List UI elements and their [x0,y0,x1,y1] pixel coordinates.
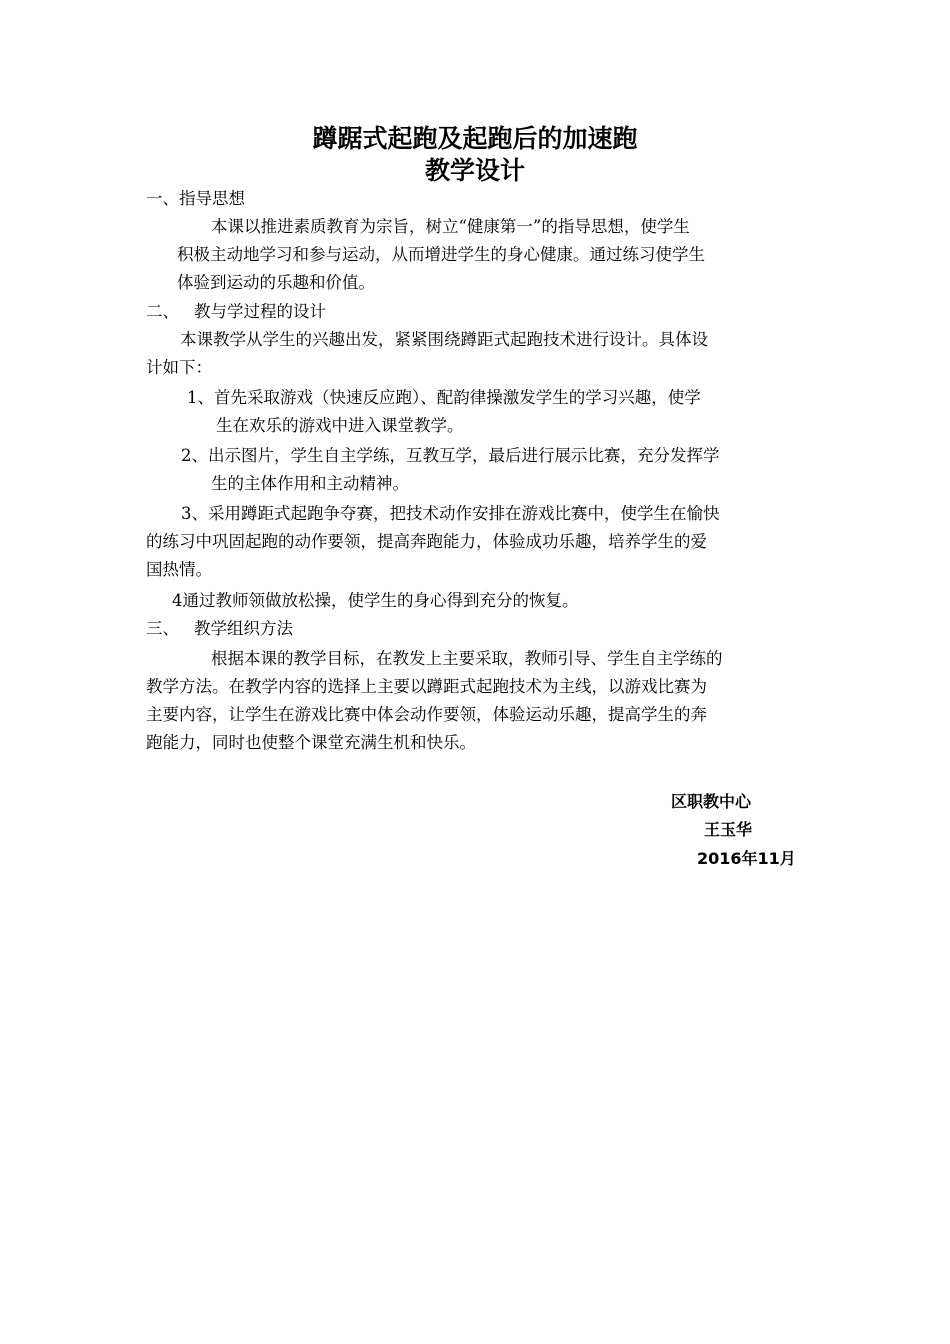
section-heading-process-design [146,298,326,326]
section-number: 三、 [146,619,179,638]
paragraph-line: 积极主动地学习和参与运动，从而增进学生的身心健康。通过练习使学生 [177,245,705,264]
section-heading-organization-method [146,615,293,643]
list-item-line: 4通过教师领做放松操，使学生的身心得到充分的恢复。 [172,591,579,610]
list-item-line: 1、首先采取游戏（快速反应跑）、配韵律操激发学生的学习兴趣，使学 [187,388,701,407]
list-item-line: 的练习中巩固起跑的动作要领，提高奔跑能力，体验成功乐趣，培养学生的爱 [146,532,707,551]
section-title: 教学组织方法 [194,619,293,638]
paragraph-line: 本课以推进素质教育为宗旨，树立“健康第一”的指导思想，使学生 [211,217,690,236]
section-title: 指导思想 [179,189,245,208]
paragraph-line: 本课教学从学生的兴趣出发，紧紧围绕蹲距式起跑技术进行设计。具体设 [180,330,708,349]
section-number: 二、 [146,302,179,321]
list-item-line: 生在欢乐的游戏中进入课堂教学。 [216,416,464,435]
paragraph-line: 跑能力，同时也使整个课堂充满生机和快乐。 [146,733,476,752]
section-title: 教与学过程的设计 [194,302,326,321]
paragraph-line: 计如下： [146,358,212,377]
section-number: 一、 [146,189,179,208]
document-subtitle: 教学设计 [424,156,525,185]
paragraph-line: 教学方法。在教学内容的选择上主要以蹲距式起跑技术为主线，以游戏比赛为 [146,677,707,696]
signature-name: 王玉华 [704,820,753,839]
paragraph-line: 根据本课的教学目标，在教发上主要采取，教师引导、学生自主学练的 [211,649,723,668]
list-item-line: 3、采用蹲距式起跑争夺赛，把技术动作安排在游戏比赛中，使学生在愉快 [181,504,720,523]
signature-organization: 区职教中心 [671,792,752,811]
paragraph-line: 主要内容，让学生在游戏比赛中体会动作要领，体验运动乐趣，提高学生的奔 [146,705,707,724]
document-title: 蹲踞式起跑及起跑后的加速跑 [312,124,638,153]
paragraph-line: 体验到运动的乐趣和价值。 [177,273,375,292]
list-item-line: 生的主体作用和主动精神。 [211,474,409,493]
signature-date: 2016年11月 [697,849,796,868]
list-item-line: 2、出示图片，学生自主学练，互教互学，最后进行展示比赛，充分发挥学 [181,446,720,465]
list-item-line: 国热情。 [146,560,212,579]
section-heading-guiding-idea [146,185,245,213]
